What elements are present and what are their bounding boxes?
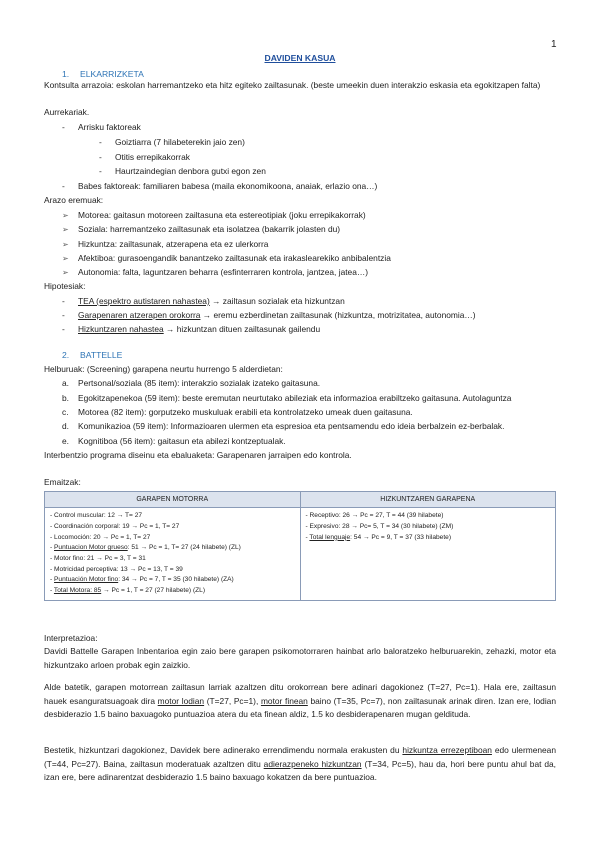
- battelle-area-item: e. Kognitiboa (56 item): gaitasun eta abilezi kontzeptualak.: [62, 436, 286, 446]
- interpretation-paragraph-2: Alde batetik, garapen motorrean zailtasun larriak azaltzen ditu orokorrean bere adinari dagokionez (T=27, Pc=1). Hala ere, zailtasun hauek esanguratsuagoak dira motor lodian (T=27, Pc=1), motor finean baino (T=35, Pc=7), non zailtasunak arinak diren. Izan ere, lodian desbiderazio 1.5 baino baxuagoko puntuazioa atera du eta finean aldiz, 1.5 ko desbiderapenaren mugan geldituda.: [44, 682, 556, 720]
- arazo-item: ➢ Soziala: harremantzeko zailtasunak eta isolatzea (bakarrik jolasten du): [62, 224, 341, 234]
- battelle-area-item: b. Egokitzapenekoa (59 item): beste eremutan neurtutako abileziak eta informazioa erabiltzeko gaitasuna. Autolaguntza: [62, 393, 512, 403]
- table-row: - Puntuacion Motor grueso: 51 → Pc = 1, T= 27 (24 hilabete) (ZL): [50, 544, 241, 552]
- hipotesia-item: - Garapenaren atzerapen orokorra → eremu ezberdinetan zailtasunak (hizkuntza, motrizitatea, autonomia…): [62, 310, 476, 320]
- table-row: - Motor fino: 21 → Pc = 3, T = 31: [50, 555, 146, 563]
- arrow-bullet-icon: ➢: [62, 240, 69, 249]
- interbentzio-line: Interbentzio programa diseinu eta ebaluaketa: Garapenaren jarraipen edo kontrola.: [44, 450, 352, 460]
- arrow-bullet-icon: ➢: [62, 268, 69, 277]
- table-row: - Control muscular: 12 → T= 27: [50, 512, 143, 520]
- interpretation-paragraph-3: Bestetik, hizkuntzari dagokionez, Davidek bere adinerako errendimendu normala erakusten du hizkuntza errezeptiboan edo ulermenean (T=44, Pc=27). Baina, zailtasun moderatuak azaltzen ditu adierazpeneko hizkuntzan (T=34, Pc=5), hau da, hori bere puntu ahul bat da, izan ere, bere adinarentzat desbiderazio 1.5 baino baxuago kokatzen da bere puntuazioa.: [44, 745, 556, 783]
- battelle-area-item: a. Pertsonal/soziala (85 item): interakzio sozialak izateko gaitasuna.: [62, 378, 321, 388]
- motor-results-cell: [45, 508, 301, 600]
- arazo-item: ➢ Hizkuntza: zailtasunak, atzerapena eta ez ulerkorra: [62, 239, 269, 249]
- babes-item: - Babes faktoreak: familiaren babesa (maila ekonomikoona, anaiak, erlazio ona…): [62, 181, 378, 191]
- table-row: - Puntuación Motor fino: 34 → Pc = 7, T = 35 (30 hilabete) (ZA): [50, 576, 234, 584]
- results-table: [44, 491, 556, 601]
- interpretation-paragraph-1: Davidi Battelle Garapen Inbentarioa egin zaio bere garapen psikomotorraren hainbat arlo baloratzeko helburuarekin, zehazki, motor eta hizkuntzako arloen probak egin zaizkio.: [44, 646, 556, 670]
- hipotesiak-label: Hipotesiak:: [44, 281, 86, 291]
- table-row: - Locomoción: 20 → Pc = 1, T= 27: [50, 533, 151, 541]
- section-number: 1.: [62, 69, 70, 79]
- battelle-area-item: c. Motorea (82 item): gorputzeko muskuluak erabili eta kontrolatzeko umeak duen gaitasuna.: [62, 407, 413, 417]
- hipotesia-item: - Hizkuntzaren nahastea → hizkuntzan dituen zailtasunak gailendu: [62, 324, 321, 334]
- section-number: 2.: [62, 350, 70, 360]
- table-row: - Total Motora: 85 → Pc = 1, T = 27 (27 hilabete) (ZL): [50, 587, 206, 595]
- arrisku-item: - Arrisku faktoreak: [62, 122, 141, 132]
- helburuak-line: Helburuak: (Screening) garapena neurtu hurrengo 5 alderdietan:: [44, 364, 283, 374]
- section-title: BATTELLE: [80, 350, 123, 360]
- table-header-motor: GARAPEN MOTORRA: [45, 492, 301, 508]
- arrow-bullet-icon: ➢: [62, 254, 69, 263]
- table-header-language: HIZKUNTZAREN GARAPENA: [300, 492, 556, 508]
- battelle-area-item: d. Komunikazioa (59 item): Informazioaren ulermen eta espresioa eta pentsamendu edo ideia berbalzein ez-berbalak.: [62, 421, 505, 431]
- section-title: ELKARRIZKETA: [80, 69, 144, 79]
- document-title: DAVIDEN KASUA: [264, 53, 336, 63]
- arrisku-sub-item: - Otitis errepikakorrak: [99, 152, 190, 162]
- table-row: - Expresivo: 28 → Pc= 5, T = 34 (30 hilabete) (ZM): [305, 523, 454, 531]
- table-row: - Receptivo: 26 → Pc = 27, T = 44 (39 hilabete): [305, 512, 444, 520]
- arrisku-label: Arrisku faktoreak: [78, 122, 141, 132]
- emaitzak-label: Emaitzak:: [44, 477, 81, 487]
- kontsulta-paragraph: Kontsulta arrazoia: eskolan harremantzeko eta hitz egiteko zailtasunak. (beste umeekin duen interakzio eskasia eta egokitzapen falta): [44, 80, 541, 90]
- arazo-item: ➢ Motorea: gaitasun motoreen zailtasuna eta estereotipiak (joku errepikakorrak): [62, 210, 366, 220]
- language-results-cell: [300, 508, 556, 600]
- arrow-bullet-icon: ➢: [62, 225, 69, 234]
- arazo-item: ➢ Autonomia: falta, laguntzaren beharra (esfinterraren kontrola, jantzea, jatea…): [62, 267, 369, 277]
- table-row: - Coordinación corporal: 19 → Pc = 1, T= 27: [50, 523, 180, 531]
- table-row: - Total lenguaje: 54 → Pc = 9, T = 37 (33 hilabete): [305, 533, 452, 541]
- page-number: 1: [551, 39, 557, 50]
- section-heading-battelle: [62, 350, 122, 362]
- section-heading-elkarrizketa: [62, 69, 144, 81]
- hipotesia-item: - TEA (espektro autistaren nahastea) → zailtasun sozialak eta hizkuntzan: [62, 296, 345, 306]
- arrisku-sub-item: - Haurtzaindegian denbora gutxi egon zen: [99, 166, 266, 176]
- aurrekariak-label: Aurrekariak.: [44, 107, 90, 117]
- arrow-bullet-icon: ➢: [62, 211, 69, 220]
- table-row: - Motricidad perceptiva: 13 → Pc = 13, T = 39: [50, 565, 183, 573]
- arazo-label: Arazo eremuak:: [44, 195, 104, 205]
- interpretazioa-label: Interpretazioa:: [44, 633, 98, 643]
- arrisku-sub-item: - Goiztiarra (7 hilabeterekin jaio zen): [99, 137, 245, 147]
- arazo-item: ➢ Afektiboa: gurasoengandik banantzeko zailtasunak eta irakaslearekiko anbibalentzia: [62, 253, 391, 263]
